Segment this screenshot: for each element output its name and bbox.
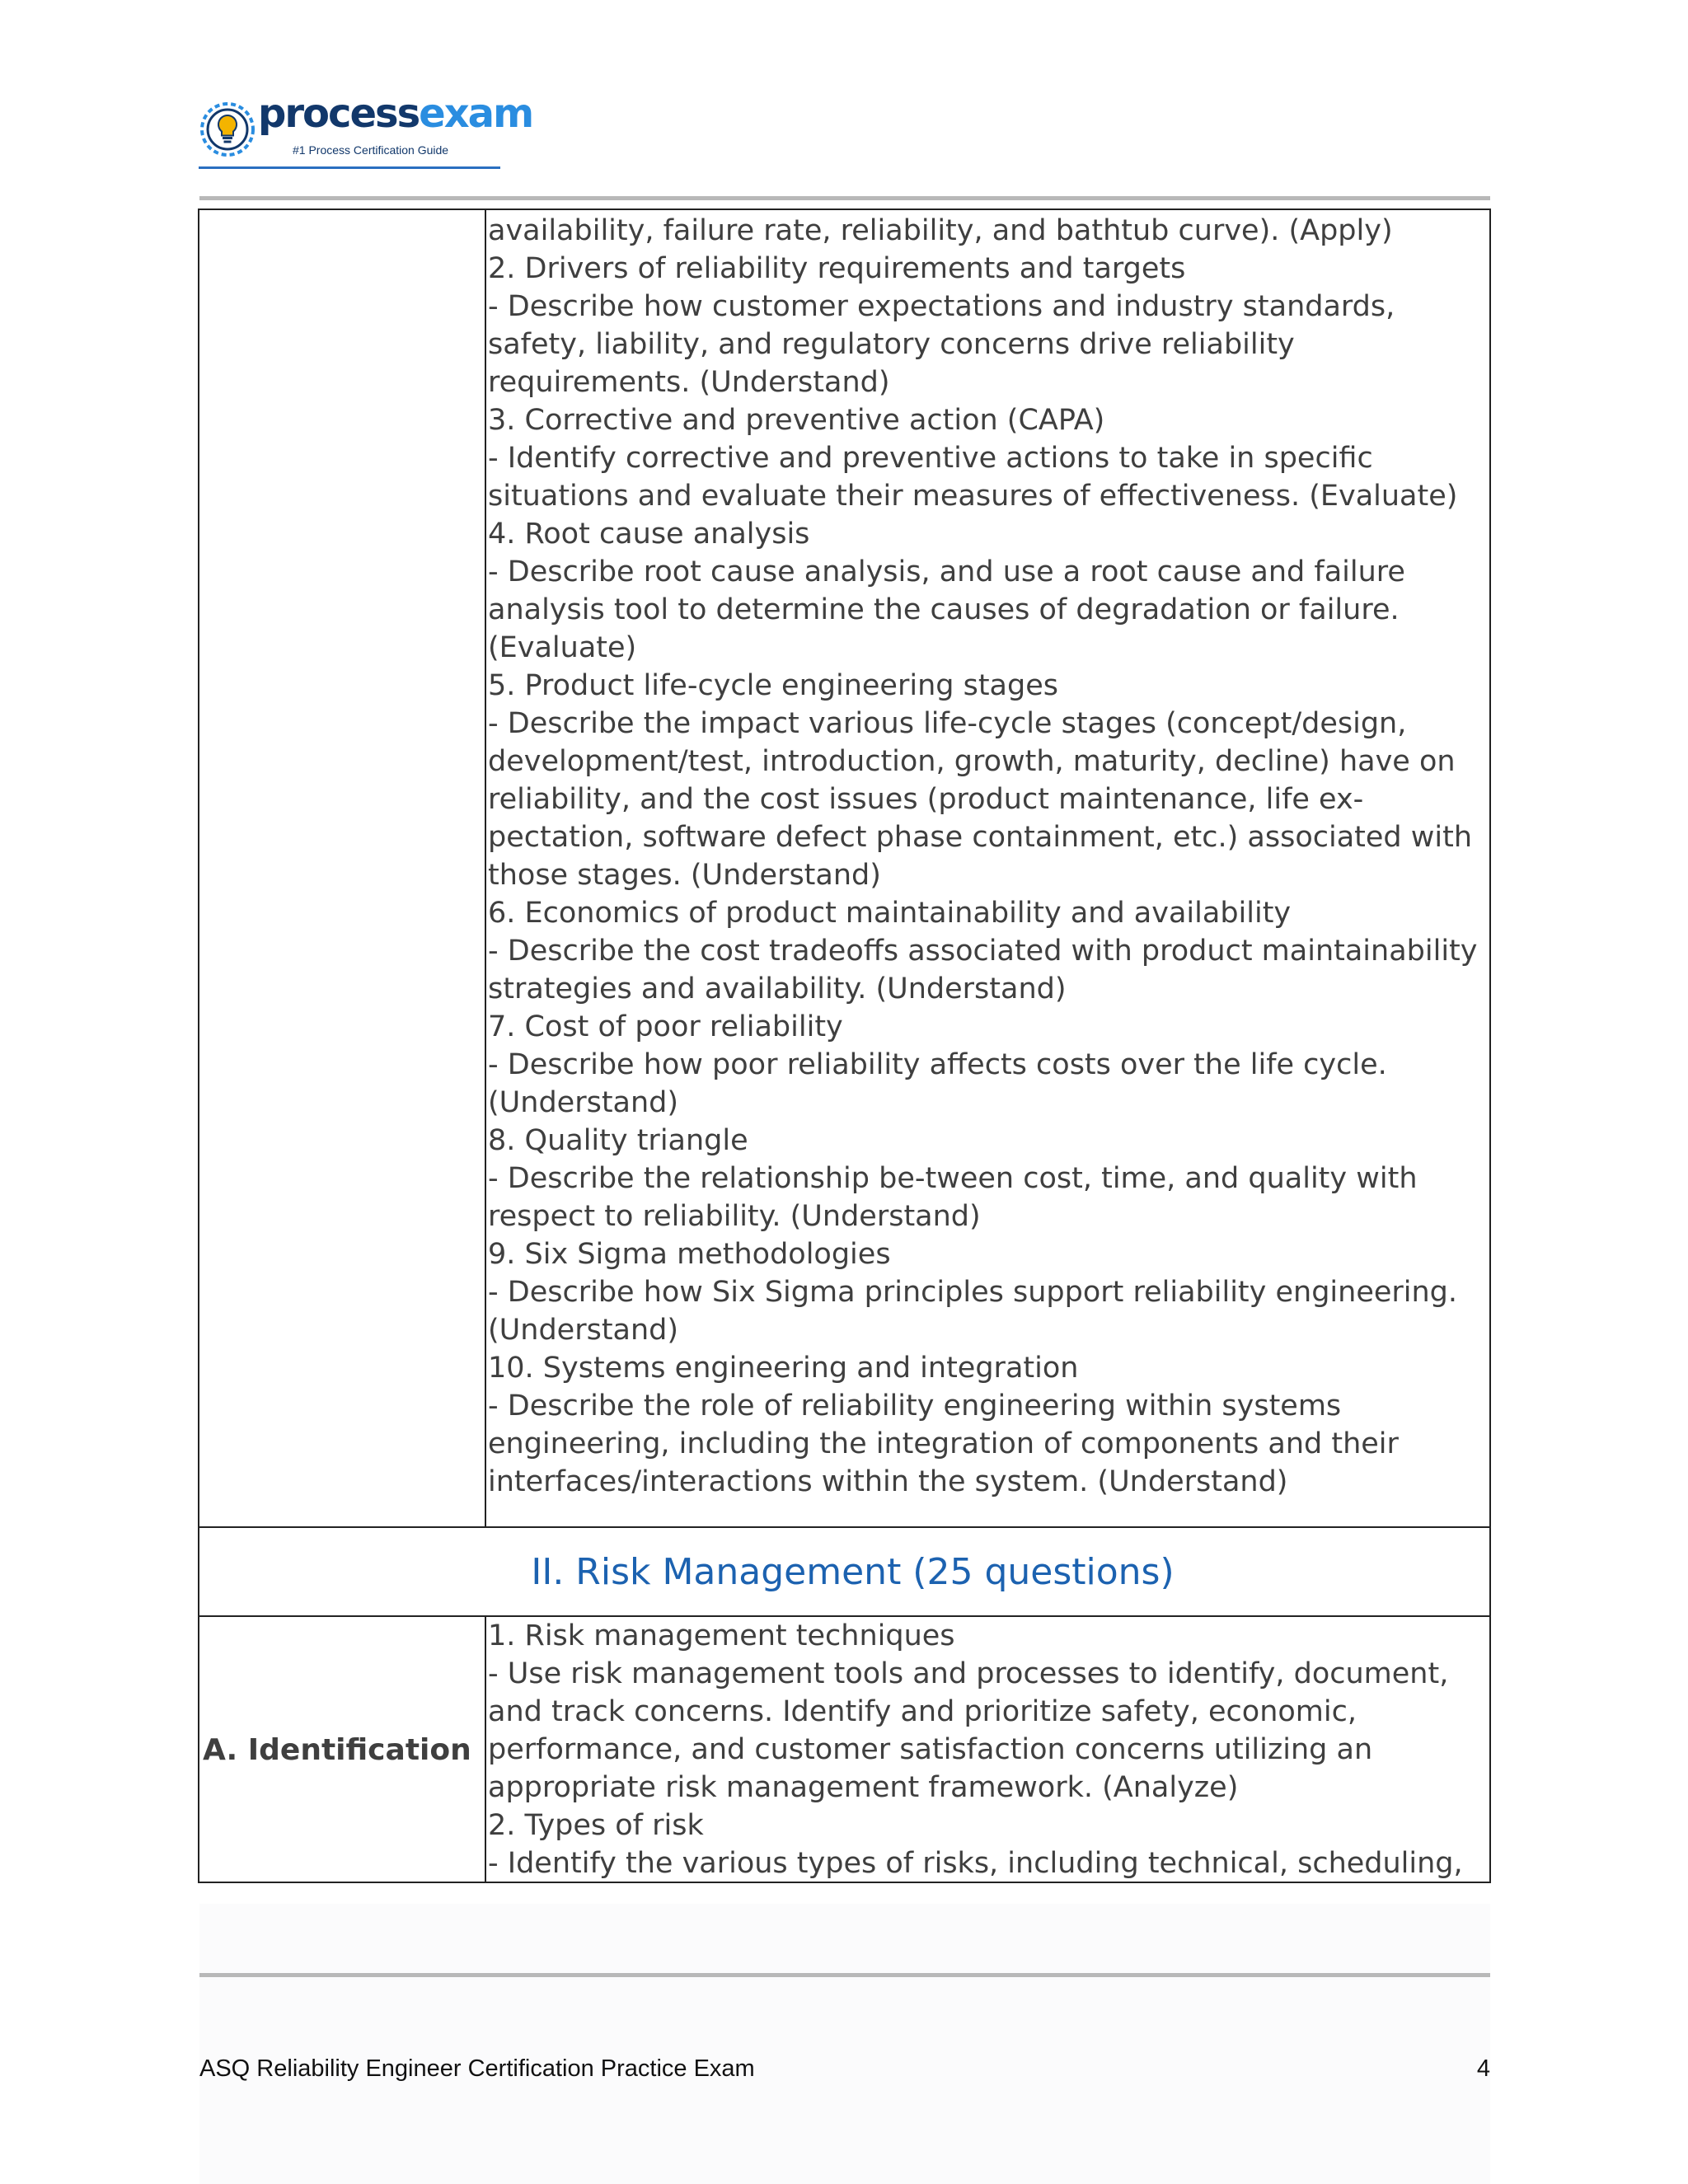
content-lines — [486, 1617, 1489, 1882]
content-line: safety, liability, and regulatory concerns drive reliability — [488, 328, 1295, 361]
content-line: (Understand) — [488, 1086, 679, 1119]
syllabus-table — [198, 209, 1491, 1883]
topic-label: A. Identification — [203, 1732, 471, 1767]
content-line: interfaces/interactions within the system. (Understand) — [488, 1465, 1288, 1498]
content-line: 2. Drivers of reliability requirements and targets — [488, 252, 1186, 285]
logo-wordmark: processexam — [258, 91, 533, 137]
content-cell — [485, 210, 1489, 1526]
content-line: - Use risk management tools and processes to identify, document, — [488, 1657, 1449, 1690]
content-line: development/test, introduction, growth, maturity, decline) have on — [488, 745, 1456, 778]
section-heading: II. Risk Management (25 questions) — [531, 1550, 1175, 1593]
topic-cell — [199, 210, 485, 1526]
content-cell — [485, 1617, 1489, 1882]
content-line: and track concerns. Identify and prioritize safety, economic, — [488, 1695, 1357, 1728]
content-line: analysis tool to determine the causes of degradation or failure. — [488, 593, 1400, 626]
content-line: - Identify the various types of risks, including technical, scheduling, — [488, 1847, 1463, 1880]
content-line: - Describe how Six Sigma principles support reliability engineering. — [488, 1276, 1458, 1309]
content-line: strategies and availability. (Understand) — [488, 972, 1067, 1005]
content-line: (Understand) — [488, 1314, 679, 1347]
content-line: 2. Types of risk — [488, 1809, 704, 1842]
header-divider — [199, 196, 1490, 200]
content-line: those stages. (Understand) — [488, 859, 881, 892]
footer-background — [199, 1904, 1490, 2184]
table-row — [199, 210, 1489, 1526]
logo-tagline: #1 Process Certification Guide — [293, 143, 449, 157]
content-line: 5. Product life-cycle engineering stages — [488, 669, 1058, 702]
content-line: - Identify corrective and preventive actions to take in specific — [488, 442, 1373, 475]
content-line: 7. Cost of poor reliability — [488, 1010, 843, 1043]
content-line: - Describe the impact various life-cycle stages (concept/design, — [488, 707, 1407, 740]
footer-title: ASQ Reliability Engineer Certification Practice Exam — [199, 2055, 755, 2082]
content-line: respect to reliability. (Understand) — [488, 1200, 981, 1233]
topic-cell — [199, 1617, 485, 1882]
content-line: 10. Systems engineering and integration — [488, 1352, 1079, 1385]
section-row — [199, 1526, 1489, 1617]
content-line: 8. Quality triangle — [488, 1124, 748, 1157]
content-line: - Describe how poor reliability affects costs over the life cycle. — [488, 1048, 1387, 1081]
content-line: - Describe the cost tradeoffs associated with product maintainability — [488, 935, 1478, 968]
content-lines — [486, 210, 1489, 1501]
content-line: 1. Risk management techniques — [488, 1619, 955, 1652]
content-line: - Describe the relationship be-tween cost, time, and quality with — [488, 1162, 1418, 1195]
content-line: performance, and customer satisfaction concerns utilizing an — [488, 1733, 1373, 1766]
content-line: 6. Economics of product maintainability and availability — [488, 897, 1292, 930]
content-line: requirements. (Understand) — [488, 366, 890, 399]
page-number: 4 — [1476, 2055, 1490, 2082]
content-line: 4. Root cause analysis — [488, 518, 810, 551]
content-line: pectation, software defect phase containment, etc.) associated with — [488, 821, 1473, 854]
content-line: appropriate risk management framework. (Analyze) — [488, 1771, 1239, 1804]
processexam-logo[interactable] — [199, 91, 533, 170]
content-line: 9. Six Sigma methodologies — [488, 1238, 891, 1271]
content-line: engineering, including the integration of components and their — [488, 1427, 1399, 1460]
table-row — [199, 1617, 1489, 1882]
content-line: 3. Corrective and preventive action (CAPA) — [488, 404, 1105, 437]
content-line: - Describe the role of reliability engineering within systems — [488, 1390, 1342, 1422]
logo-underline — [199, 166, 500, 169]
content-line: reliability, and the cost issues (product maintenance, life ex- — [488, 783, 1364, 816]
footer-divider — [199, 1973, 1490, 1977]
content-line: availability, failure rate, reliability, and bathtub curve). (Apply) — [488, 214, 1393, 247]
content-line: (Evaluate) — [488, 631, 637, 664]
content-line: situations and evaluate their measures of effectiveness. (Evaluate) — [488, 480, 1458, 513]
content-line: - Describe how customer expectations and industry standards, — [488, 290, 1395, 323]
lightbulb-gear-icon — [199, 101, 256, 158]
content-line: - Describe root cause analysis, and use a root cause and failure — [488, 555, 1405, 588]
